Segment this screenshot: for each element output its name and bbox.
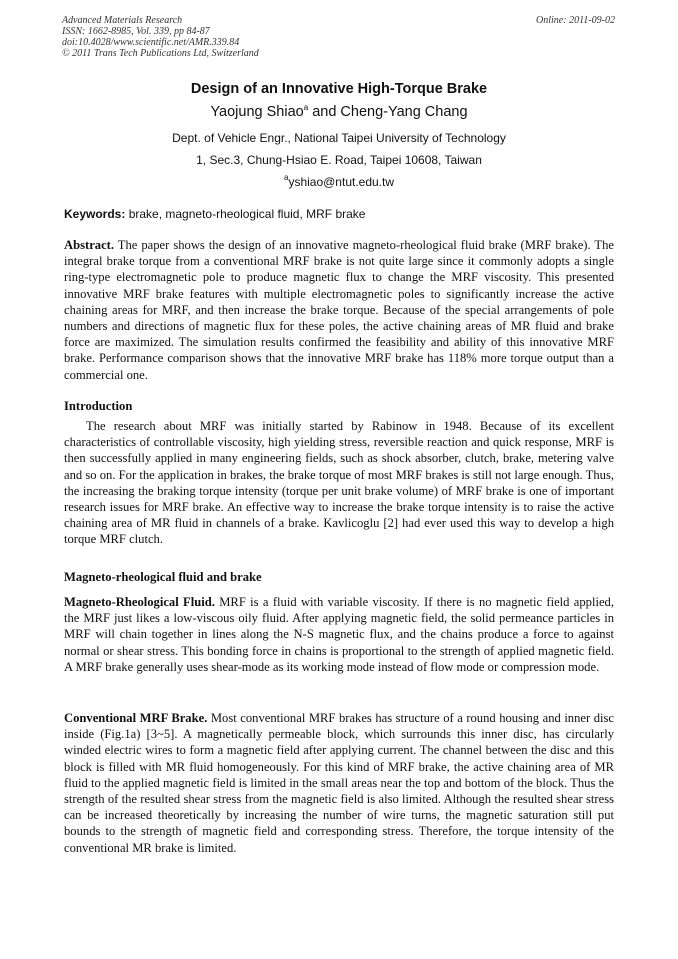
author-line bbox=[0, 104, 678, 120]
journal-doi: doi:10.4028/www.scientific.net/AMR.339.84 bbox=[62, 37, 240, 48]
abstract-label: Abstract. bbox=[64, 238, 115, 252]
mrf-fluid-label: Magneto-Rheological Fluid. bbox=[64, 595, 215, 609]
affiliation-line-1: Dept. of Vehicle Engr., National Taipei University of Technology bbox=[172, 131, 506, 145]
author-second: and Cheng-Yang Chang bbox=[308, 104, 468, 120]
introduction-text: The research about MRF was initially started by Rabinow in 1948. Because of its excellent characteristics of controllable viscosity, high yielding stress, reversible reaction and quick response, MRF is then successfully applied in many engineering fields, such as shock absorber, clutch, brake, metering valve and so on. For the application in brakes, the brake torque of most MRF brakes is still not large enough. Thus, the increasing the braking torque intensity (torque per unit brake volume) of MRF brake is one of important research issues for MRF brake. An effective way to increase the brake torque intensity is to raise the active chaining area of MR fluid in channels of a brake. Kavlicoglu [2] had ever used this way to develop a high torque MRF clutch. bbox=[64, 419, 614, 547]
keywords bbox=[64, 207, 365, 221]
author-email bbox=[0, 175, 678, 189]
keywords-label: Keywords: bbox=[64, 207, 126, 221]
journal-header bbox=[62, 15, 259, 59]
mrf-fluid-paragraph bbox=[64, 594, 614, 675]
email-mark: a bbox=[283, 173, 289, 182]
journal-name: Advanced Materials Research bbox=[62, 15, 183, 26]
author-first-mark: a bbox=[303, 103, 309, 112]
author-first: Yaojung Shiao bbox=[210, 104, 304, 120]
online-date: Online: 2011-09-02 bbox=[536, 15, 615, 26]
abstract-text: The paper shows the design of an innovative magneto-rheological fluid brake (MRF brake). The integral brake torque from a conventional MRF brake is not quite large since it commonly adopts a single ring-type electromagnetic pole to produce magnetic flux to change the MRF viscosity. This presented innovative MRF brake features with multiple electromagnetic poles to significantly increase the active chaining areas for MRF, and then increase the brake torque. Because of the special arrangements of pole numbers and directions of magnetic flux for these poles, the active chaining areas of MR fluid and brake force are maximized. The simulation results confirmed the feasibility and ability of this innovative MRF brake. Performance comparison shows that the innovative MRF brake has 118% more torque output than a commercial one. bbox=[64, 238, 614, 382]
email-address: yshiao@ntut.edu.tw bbox=[288, 175, 395, 189]
affiliation-line-2: 1, Sec.3, Chung-Hsiao E. Road, Taipei 10608, Taiwan bbox=[196, 153, 482, 167]
mrf-section-heading: Magneto-rheological fluid and brake bbox=[64, 570, 262, 584]
introduction-heading: Introduction bbox=[64, 399, 133, 413]
abstract bbox=[64, 237, 614, 383]
keywords-text: brake, magneto-rheological fluid, MRF brake bbox=[125, 207, 366, 221]
conventional-brake-text: Most conventional MRF brakes has structure of a round housing and inner disc inside (Fig.1a) [3~5]. A magnetically permeable block, which surrounds this inner disc, has circularly winded electric wires to form a magnetic field after applying current. The channel between the disc and this block is filled with MR fluid homogeneously. For this kind of MRF brake, the active chaining area of MR fluid to the applied magnetic field is limited in the small areas near the top and bottom of the block. Thus the strength of the resulted shear stress from the magnetic field is also limited. Although the resulted shear stress can be increased theoretically by increasing the number of wire turns, the magnetic saturation still put bounds to the strength of magnetic field and corresponding stress. Therefore, the torque intensity of the conventional MR brake is limited. bbox=[64, 711, 614, 855]
journal-copyright: © 2011 Trans Tech Publications Ltd, Switzerland bbox=[62, 48, 259, 59]
mrf-fluid-text: MRF is a fluid with variable viscosity. If there is no magnetic field applied, the MRF just likes a low-viscous oily fluid. After applying magnetic field, the solid permeance particles in MRF will chain together in lines along the N-S magnetic flux, and the chains produce a force to against normal or shear stress. This bonding force in chains is proportional to the strength of applied magnetic field. A MRF brake generally uses shear-mode as its working mode instead of flow mode or compression mode. bbox=[64, 595, 614, 674]
conventional-brake-label: Conventional MRF Brake. bbox=[64, 711, 208, 725]
paper-title: Design of an Innovative High-Torque Brake bbox=[190, 81, 488, 97]
conventional-brake-paragraph bbox=[64, 710, 614, 856]
journal-issn: ISSN: 1662-8985, Vol. 339, pp 84-87 bbox=[62, 26, 210, 37]
